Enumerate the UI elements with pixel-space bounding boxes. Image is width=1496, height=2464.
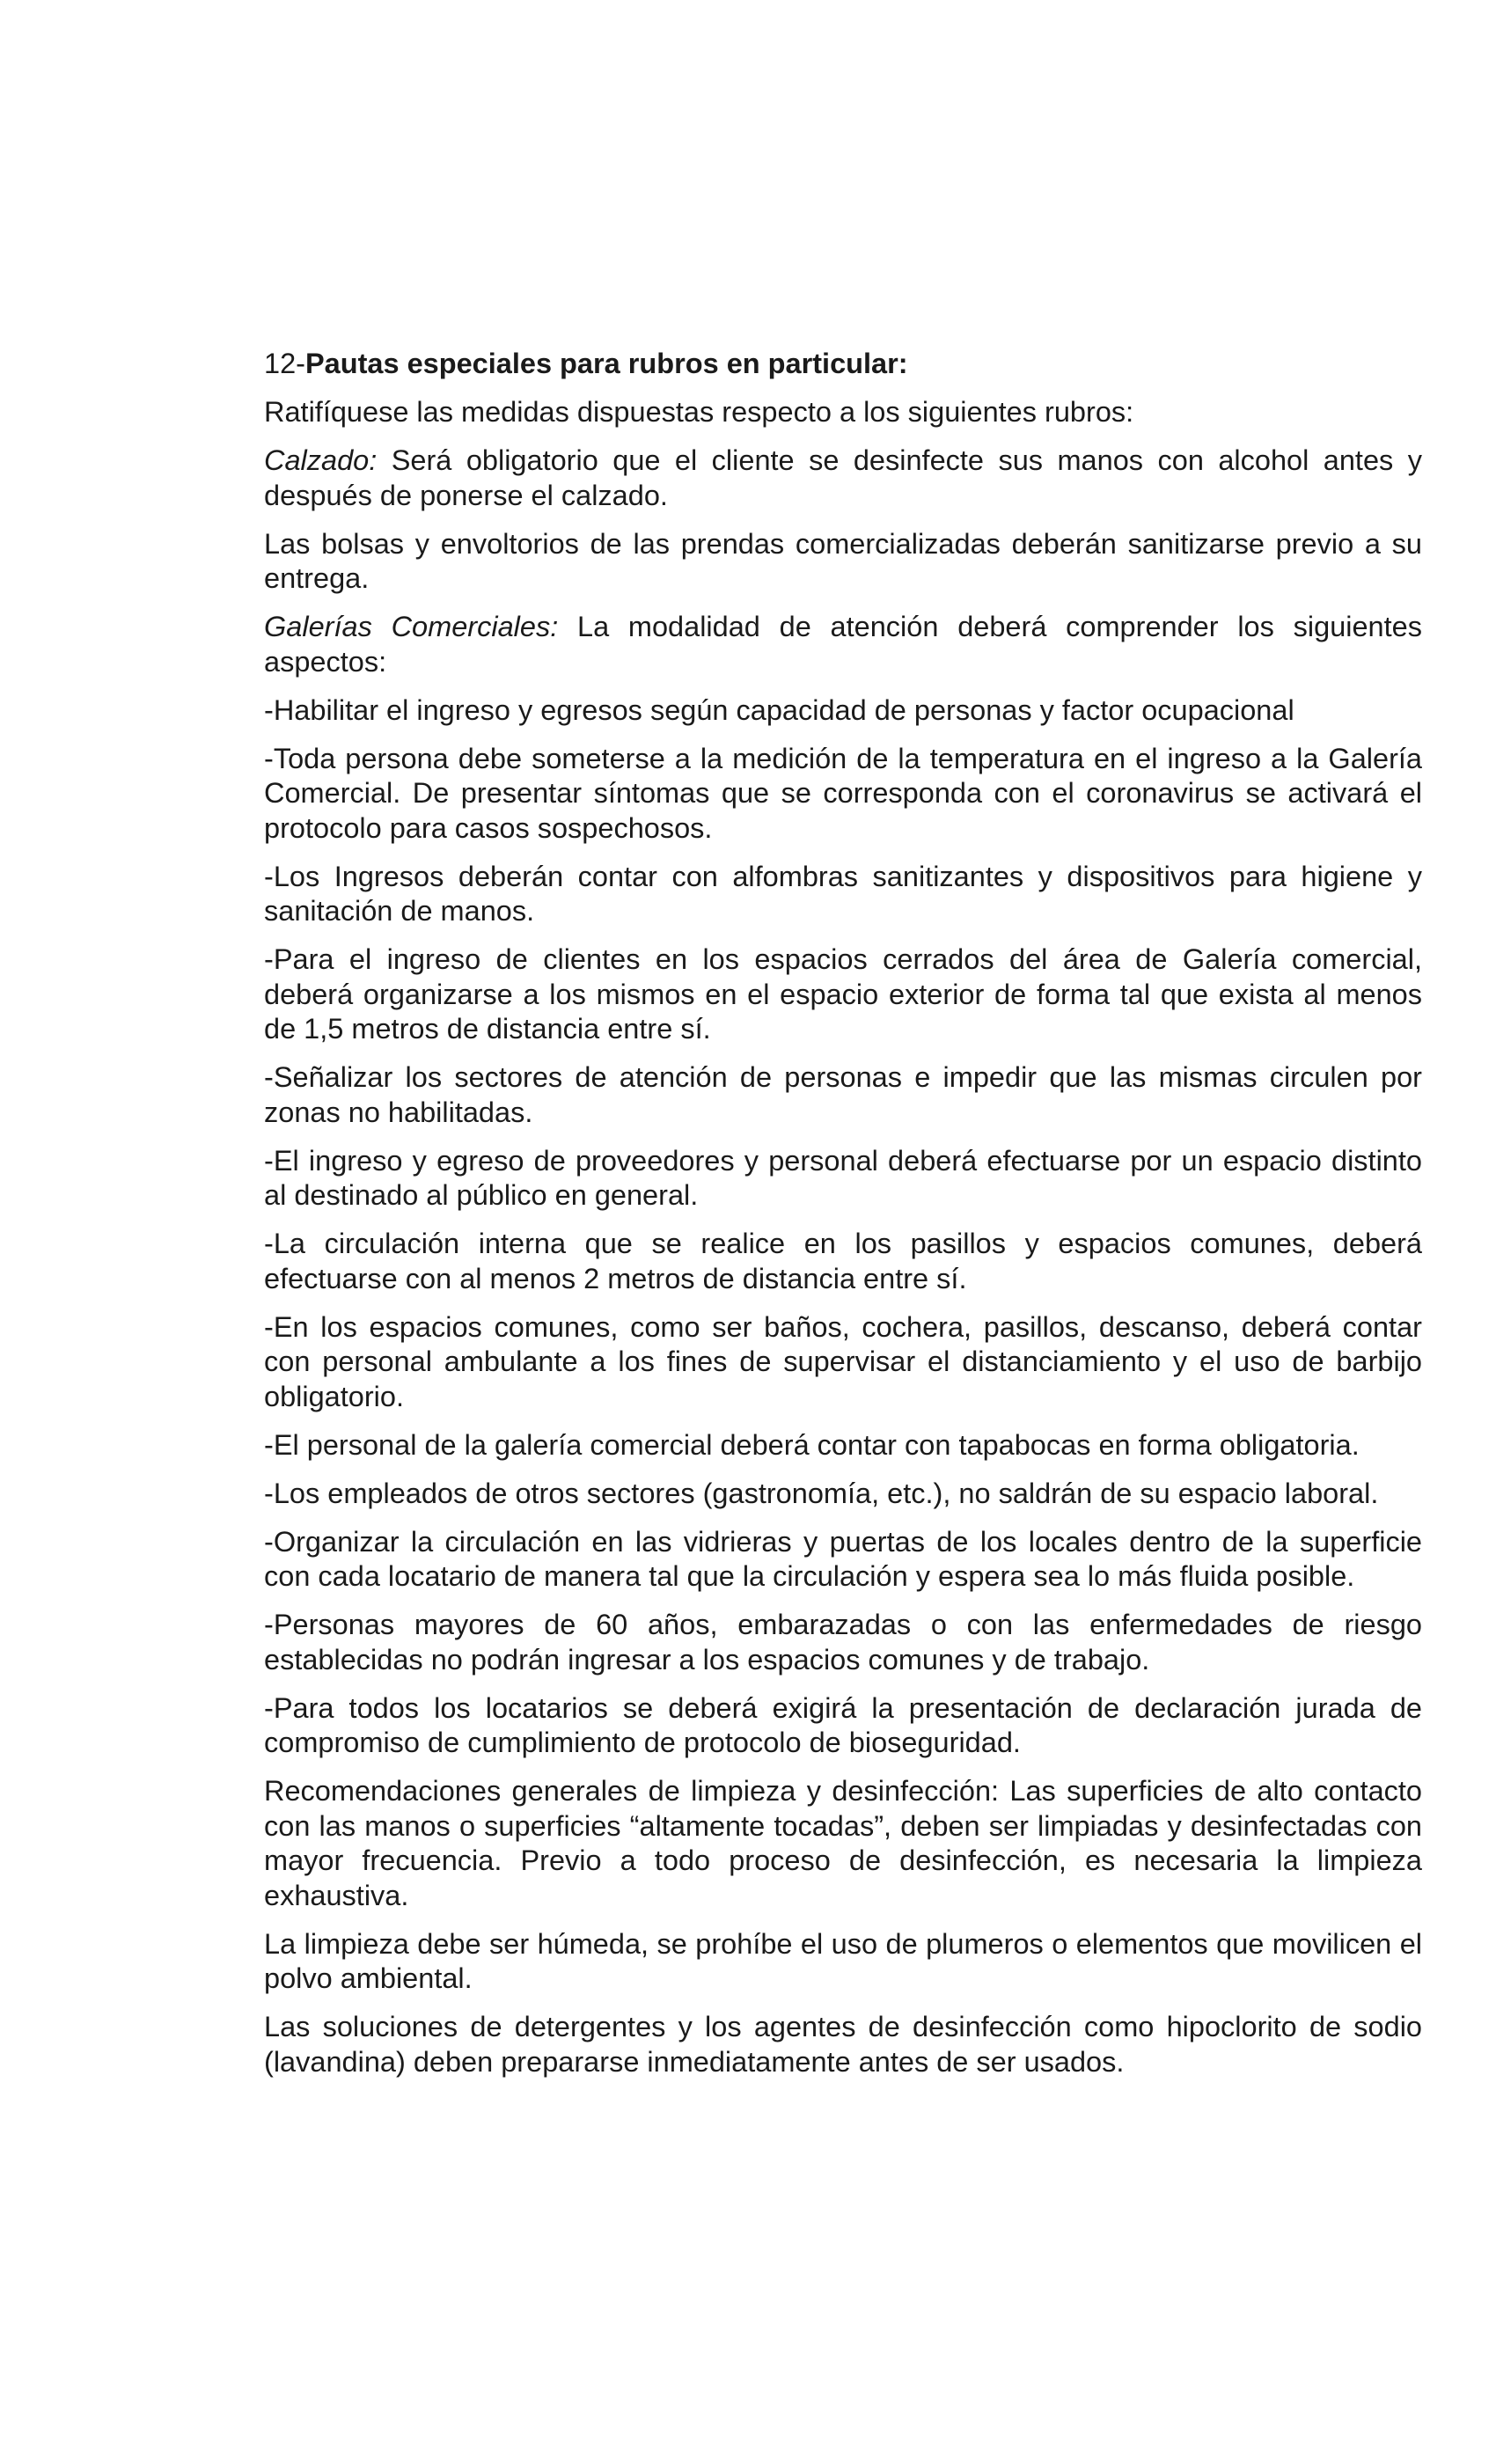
bolsas-paragraph: Las bolsas y envoltorios de las prendas comercializadas deberán sanitizarse previo a su entrega. (264, 527, 1422, 594)
list-item: -En los espacios comunes, como ser baños, cochera, pasillos, descanso, deberá contar con personal ambulante a los fines de supervisar el distanciamiento y el uso de barbijo obligatorio. (264, 1310, 1422, 1412)
galerias-lead: Galerías Comerciales: (264, 611, 559, 642)
soluciones-paragraph: Las soluciones de detergentes y los agentes de desinfección como hipoclorito de sodio (lavandina) deben prepararse inmediatamente antes de ser usados. (264, 2011, 1422, 2078)
list-item: -El ingreso y egreso de proveedores y personal deberá efectuarse por un espacio distinto al destinado al público en general. (264, 1144, 1422, 1211)
document-page (264, 347, 1422, 2094)
intro-paragraph: Ratifíquese las medidas dispuestas respecto a los siguientes rubros: (264, 396, 1134, 428)
galerias-paragraph (264, 610, 1422, 679)
list-item: -Señalizar los sectores de atención de personas e impedir que las mismas circulen por zonas no habilitadas. (264, 1061, 1422, 1128)
list-item: -Habilitar el ingreso y egresos según capacidad de personas y factor ocupacional (264, 693, 1294, 726)
recomendaciones-paragraph: Recomendaciones generales de limpieza y desinfección: Las superficies de alto contacto con las manos o superficies “altamente tocadas”, deben ser limpiadas y desinfectadas con mayor frecuencia. Previo a todo proceso de desinfección, es necesaria la limpieza exhaustiva. (264, 1775, 1422, 1911)
list-item: -Toda persona debe someterse a la medición de la temperatura en el ingreso a la Galería Comercial. De presentar síntomas que se corresponda con el coronavirus se activará el protocolo para casos sospechosos. (264, 742, 1422, 844)
calzado-lead: Calzado: (264, 444, 378, 476)
list-item: -Organizar la circulación en las vidrieras y puertas de los locales dentro de la superficie con cada locatario de manera tal que la circulación y espera sea lo más fluida posible. (264, 1525, 1422, 1592)
list-item: -Personas mayores de 60 años, embarazadas o con las enfermedades de riesgo establecidas no podrán ingresar a los espacios comunes y de trabajo. (264, 1609, 1422, 1676)
list-item: -Los Ingresos deberán contar con alfombras sanitizantes y dispositivos para higiene y sanitación de manos. (264, 860, 1422, 927)
calzado-text: Será obligatorio que el cliente se desinfecte sus manos con alcohol antes y después de ponerse el calzado. (264, 444, 1422, 511)
list-item: -La circulación interna que se realice en los pasillos y espacios comunes, deberá efectuarse con al menos 2 metros de distancia entre sí. (264, 1228, 1422, 1294)
section-title: Pautas especiales para rubros en particular: (304, 348, 908, 379)
galerias-text: La modalidad de atención deberá comprender los siguientes aspectos: (264, 611, 1422, 678)
list-item: -Para el ingreso de clientes en los espacios cerrados del área de Galería comercial, deberá organizarse a los mismos en el espacio exterior de forma tal que exista al menos de 1,5 metros de distancia entre sí. (264, 943, 1422, 1045)
section-number: 12- (264, 348, 305, 379)
list-item: -El personal de la galería comercial deberá contar con tapabocas en forma obligatoria. (264, 1428, 1360, 1461)
section-heading (264, 347, 1422, 382)
list-item: -Para todos los locatarios se deberá exigirá la presentación de declaración jurada de compromiso de cumplimiento de protocolo de bioseguridad. (264, 1691, 1422, 1758)
calzado-paragraph (264, 444, 1422, 513)
limpieza-paragraph: La limpieza debe ser húmeda, se prohíbe el uso de plumeros o elementos que movilicen el polvo ambiental. (264, 1927, 1422, 1994)
list-item: -Los empleados de otros sectores (gastronomía, etc.), no saldrán de su espacio laboral. (264, 1477, 1379, 1509)
